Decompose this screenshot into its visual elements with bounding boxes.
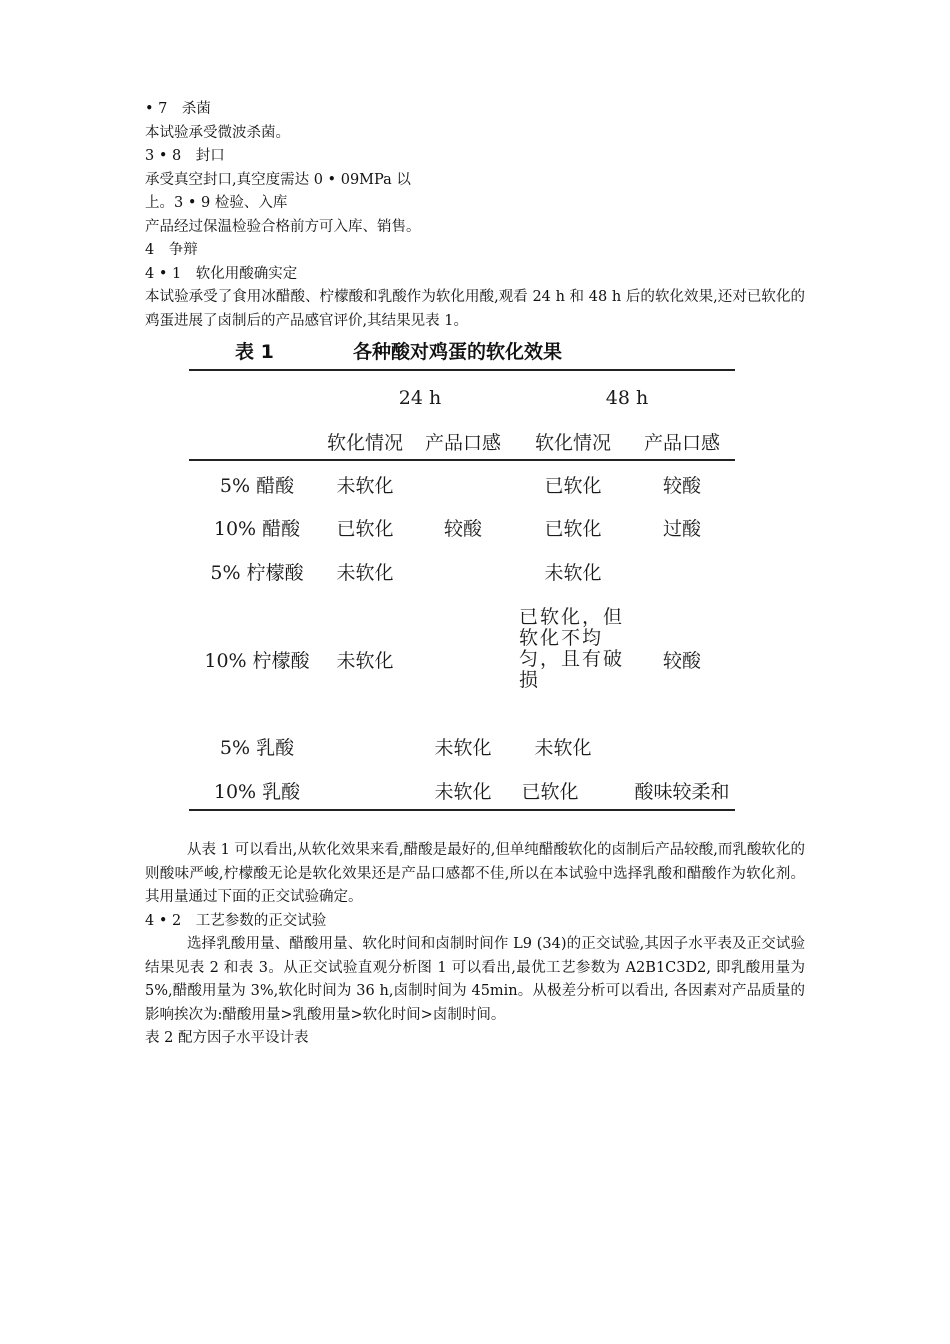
section-heading-3-8: 3 • 8 封口 [145,148,225,164]
table-cell: 已软化，但软化不均匀，且有破损 [519,606,625,691]
sub-header: 产品口感 [424,432,502,454]
section-heading-4: 4 争辩 [145,242,198,258]
row-label: 10% 柠檬酸 [204,650,310,672]
table-1 [145,337,805,817]
table-cell: 已软化 [336,518,394,540]
sub-header: 软化情况 [534,432,612,454]
table-2-caption: 表 2 配方因子水平设计表 [145,1030,309,1046]
row-label: 10% 醋酸 [213,518,301,540]
section-heading-4-1: 4 • 1 软化用酸确实定 [145,265,298,282]
paragraph: 从表 1 可以看出,从软化效果来看,醋酸是最好的,但单纯醋酸软化的卤制后产品较酸,而乳酸软化的则酸味严峻,柠檬酸无论是软化效果还是产品口感都不佳,所以在本试验中选择乳酸和醋酸作为软化剂。其用量通过下面的正交试验确定。 [145,842,805,905]
text-line: 上。3 • 9 检验、入库 [145,195,288,211]
table-top-rule [189,369,735,371]
section-heading-4-2: 4 • 2 工艺参数的正交试验 [145,912,327,929]
row-label: 5% 醋酸 [219,475,295,497]
table-caption [235,337,562,364]
table-label: 表 1 [235,341,274,363]
sub-header: 产品口感 [643,432,721,454]
group-header-24h: 24 h [398,387,442,409]
text-line: 本试验承受微波杀菌。 [145,124,290,141]
paragraph: 本试验承受了食用冰醋酸、柠檬酸和乳酸作为软化用酸,观看 24 h 和 48 h 后的软化效果,还对已软化的鸡蛋进展了卤制后的产品感官评价,其结果见表 1。 [145,289,805,329]
text-line: 产品经过保温检验合格前方可入库、销售。 [145,218,421,235]
table-cell: 已软化 [544,518,602,540]
row-label: 10% 乳酸 [213,781,301,803]
table-cell: 未软化 [336,562,394,584]
table-header-rule [189,459,735,461]
table-cell: 未软化 [336,650,394,672]
text-line: 承受真空封口,真空度需达 0 • 09MPa 以 [145,171,411,188]
table-cell: 未软化 [544,562,602,584]
table-bottom-rule [189,809,735,811]
paragraph: 选择乳酸用量、醋酸用量、软化时间和卤制时间作 L9 (34)的正交试验,其因子水平表及正交试验结果见表 2 和表 3。从正交试验直观分析图 1 可以看出,最优工艺参数为 A2B1C3D2, 即乳酸用量为 5%,醋酸用量为 3%,软化时间为 36 h,卤制时间为 45min。从极差分析可以看出, 各因素对产品质量的影响挨次为:醋酸用量>乳酸用量>软化时间>卤制时间。 [145,936,805,1023]
table-cell: 已软化 [521,781,579,803]
sub-header: 软化情况 [326,432,404,454]
table-cell: 未软化 [534,737,592,759]
table-cell: 较酸 [662,475,702,497]
group-header-48h: 48 h [605,387,649,409]
table-title: 各种酸对鸡蛋的软化效果 [353,341,563,363]
document-page [145,98,805,1051]
table-cell: 未软化 [434,781,492,803]
row-label: 5% 乳酸 [219,737,295,759]
table-cell: 未软化 [434,737,492,759]
row-label: 5% 柠檬酸 [210,562,304,584]
table-cell: 酸味较柔和 [634,781,730,803]
table-cell: 过酸 [662,518,702,540]
table-cell: 已软化 [544,475,602,497]
section-heading-3-7: • 7 杀菌 [145,101,211,117]
table-cell: 较酸 [662,650,702,672]
table-cell: 较酸 [443,518,483,540]
table-cell: 未软化 [336,475,394,497]
